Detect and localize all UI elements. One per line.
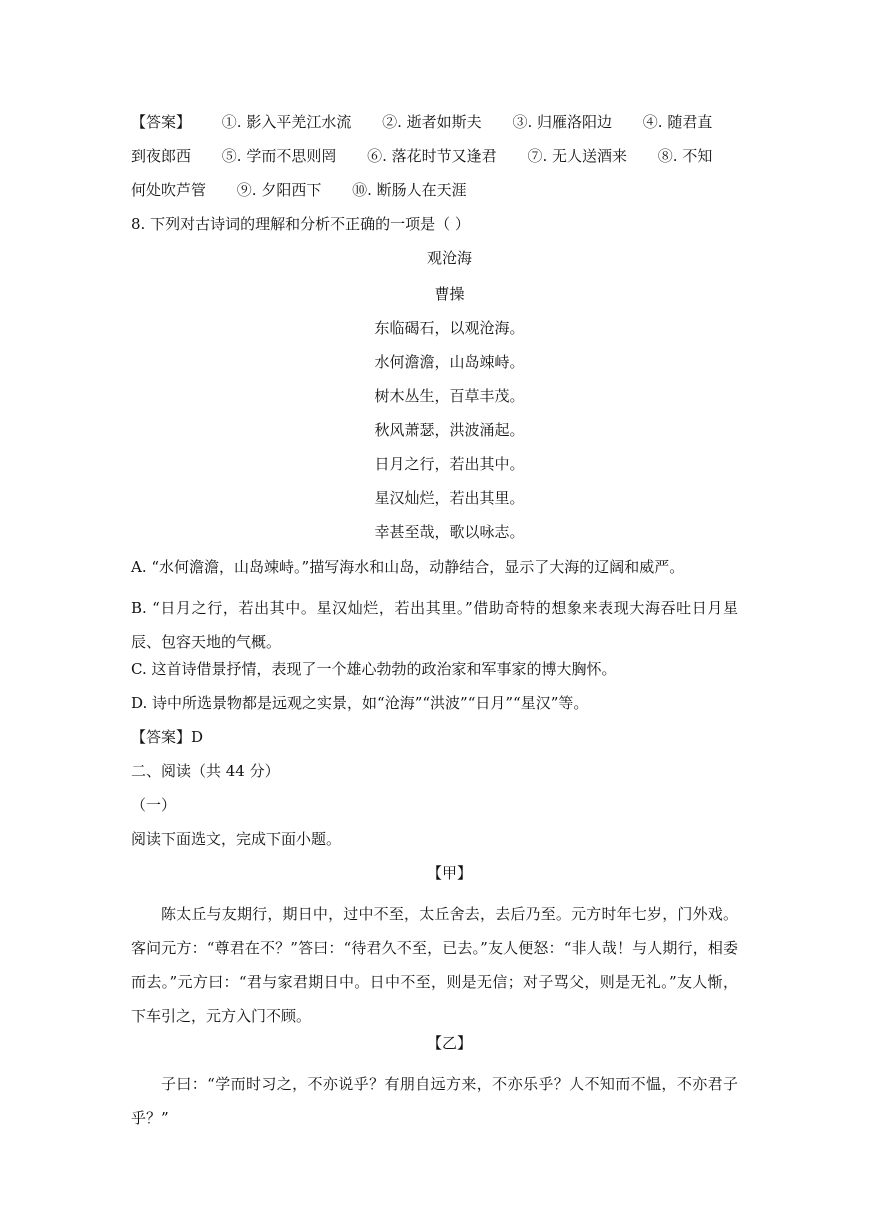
answer-item-3: ③. 归雁洛阳边 [512, 113, 612, 131]
poem-line-1: 东临碣石，以观沧海。 [374, 319, 525, 337]
answer-item-1: ①. 影入平羌江水流 [221, 113, 352, 131]
answer-item-6: ⑥. 落花时节又逢君 [367, 147, 497, 165]
answer-item-9: ⑨. 夕阳西下 [236, 181, 322, 199]
passage-jia-text: 陈太丘与友期行，期日中，过中不至，太丘舍去，去后乃至。元方时年七岁，门外戏。客问元方：“尊君在不？”答曰：“待君久不至，已去。”友人便怒：“非人哉！与人期行，相委而去。”元方曰：“君与家君期日中。日中不至，则是无信；对子骂父，则是无礼。”友人惭，下车引之，元方入门不顾。 [131, 905, 738, 1025]
section-heading: 二、阅读（共 44 分） [131, 762, 280, 780]
poem-line-4: 秋风萧瑟，洪波涌起。 [374, 421, 525, 439]
poem-line-7: 幸甚至哉，歌以咏志。 [374, 523, 525, 541]
answer-line-1 [131, 112, 712, 132]
answer-item-4-part1: ④. 随君直 [642, 113, 713, 131]
answer-label: 【答案】 [131, 113, 192, 131]
q8-answer: 【答案】D [131, 728, 204, 746]
answer-item-2: ②. 逝者如斯夫 [382, 113, 482, 131]
option-a: A. “水何澹澹，山岛竦峙。”描写海水和山岛，动静结合，显示了大海的辽阔和威严。 [131, 558, 685, 576]
poem-author: 曹操 [434, 285, 465, 303]
answer-item-7: ⑦. 无人送酒来 [527, 147, 627, 165]
poem-line-6: 星汉灿烂，若出其里。 [374, 489, 525, 507]
answer-item-4-part2: 到夜郎西 [131, 147, 192, 165]
poem-line-2: 水何澹澹，山岛竦峙。 [374, 353, 525, 371]
passage-jia-title: 【甲】 [426, 864, 472, 882]
poem-line-3: 树木丛生，百草丰茂。 [374, 387, 525, 405]
poem-title: 观沧海 [426, 249, 472, 267]
section-part: （一） [131, 796, 177, 814]
answer-item-10: ⑩. 断肠人在天涯 [352, 181, 467, 199]
passage-yi-title: 【乙】 [426, 1034, 472, 1052]
reading-instruction: 阅读下面选文，完成下面小题。 [131, 830, 342, 848]
answer-line-2 [131, 146, 712, 166]
answer-item-5: ⑤. 学而不思则罔 [221, 147, 337, 165]
option-d: D. 诗中所选景物都是远观之实景，如“沧海”“洪波”“日月”“星汉”等。 [131, 694, 589, 712]
option-c: C. 这首诗借景抒情，表现了一个雄心勃勃的政治家和军事家的博大胸怀。 [131, 660, 617, 678]
q8-stem: 8. 下列对古诗词的理解和分析不正确的一项是（ ） [131, 215, 470, 233]
option-b: B. “日月之行，若出其中。星汉灿烂，若出其里。”借助奇特的想象来表现大海吞吐日月星辰、包容天地的气概。 [131, 599, 738, 651]
answer-item-8-part1: ⑧. 不知 [657, 147, 713, 165]
answer-item-8-part2: 何处吹芦管 [131, 181, 207, 199]
passage-yi-text: 子曰：“学而时习之，不亦说乎？有朋自远方来，不亦乐乎？人不知而不愠，不亦君子乎？” [131, 1075, 738, 1127]
answer-line-3 [131, 180, 467, 200]
poem-line-5: 日月之行，若出其中。 [374, 455, 525, 473]
